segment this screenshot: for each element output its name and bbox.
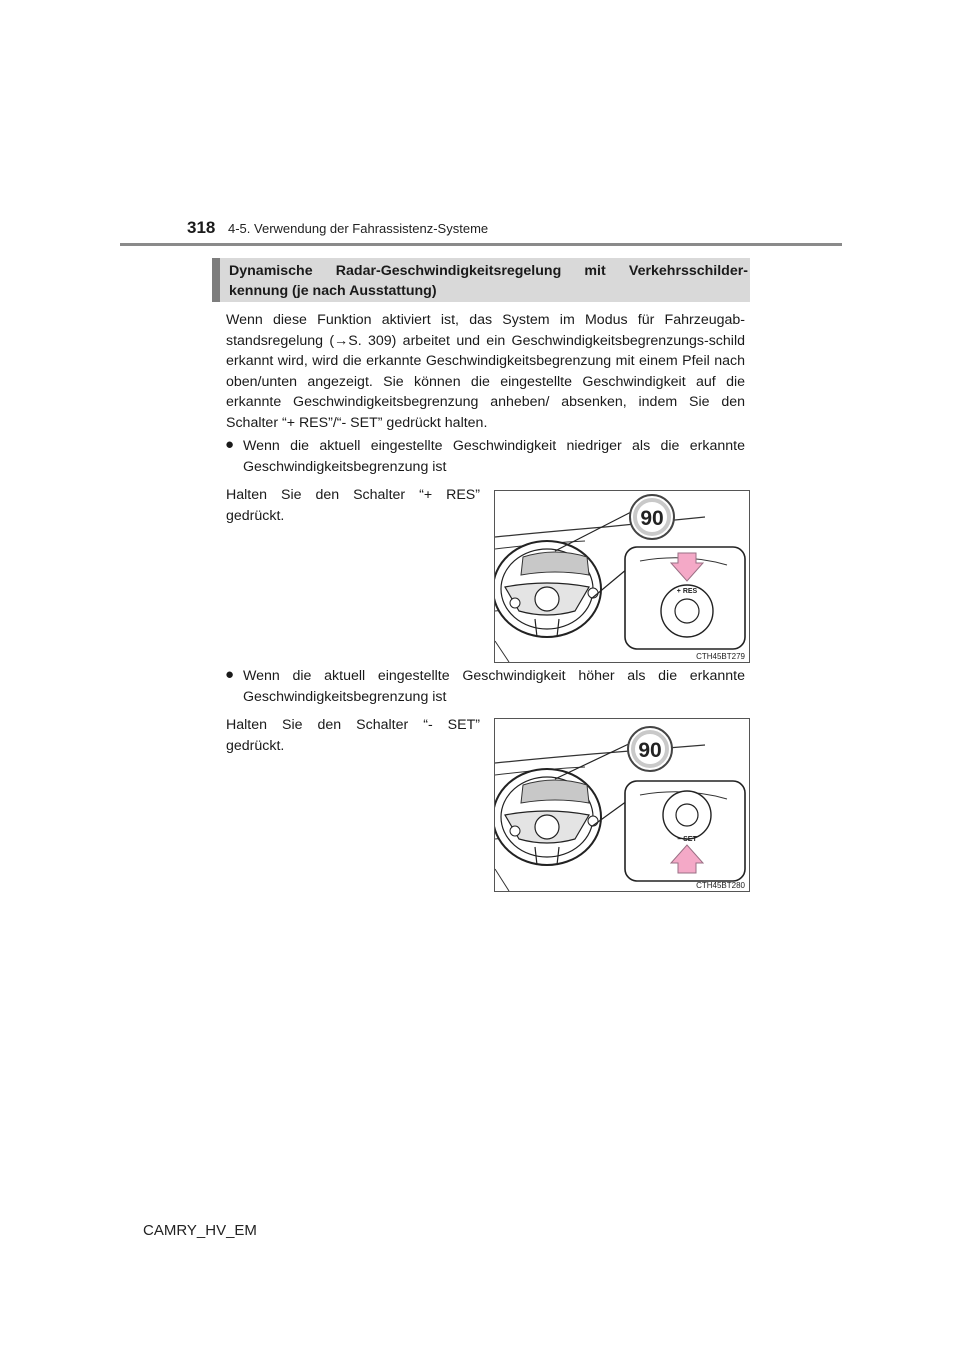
bullet-text: Wenn die aktuell eingestellte Geschwindigkeit höher als die erkannte Geschwindigkeitsbegrenzung ist: [243, 668, 745, 705]
set-button-label: – SET: [677, 836, 697, 843]
res-button-label: + RES: [676, 588, 698, 595]
figure-code: CTH45BT280: [696, 881, 745, 890]
instruction-text: Halten Sie den Schalter “- SET” gedrückt.: [226, 717, 480, 754]
bullet-icon: ●: [225, 666, 235, 683]
section-title: Dynamische Radar-Geschwindigkeitsregelung mit Verkehrsschilder-kennung (je nach Ausstattung): [229, 263, 748, 299]
footer-model-code: CAMRY_HV_EM: [143, 1222, 257, 1239]
illustration-set: [494, 718, 750, 892]
illustration-res: [494, 490, 750, 663]
instruction-text: Halten Sie den Schalter “+ RES” gedrückt.: [226, 487, 480, 524]
page-number: 318: [187, 218, 216, 237]
chapter-title: 4-5. Verwendung der Fahrassistenz-Systeme: [228, 221, 489, 236]
intro-paragraph: Wenn diese Funktion aktiviert ist, das System im Modus für Fahrzeugab-standsregelung (→S. 309) arbeitet und ein Geschwindigkeitsbegrenzungs-schild erkannt wird, wird die erkannte Geschwindigkeitsbegrenzung mit einem Pfeil nach oben/unten angezeigt. Sie können die eingestellte Geschwindigkeit auf die erkannte Geschwindigkeitsbegrenzung anheben/ absenken, indem Sie den Schalter “+ RES”/“- SET” gedrückt halten.: [226, 312, 745, 431]
header-divider: [120, 243, 842, 246]
speed-limit-sign-value: 90: [638, 739, 662, 762]
speed-limit-sign-value: 90: [640, 507, 664, 530]
figure-code: CTH45BT279: [696, 652, 745, 661]
steering-wheel-illustration: [495, 491, 749, 662]
steering-wheel-illustration: [495, 719, 749, 891]
bullet-icon: ●: [225, 436, 235, 453]
bullet-text: Wenn die aktuell eingestellte Geschwindigkeit niedriger als die erkannte Geschwindigkeitsbegrenzung ist: [243, 438, 745, 475]
section-heading-box: [212, 258, 750, 302]
